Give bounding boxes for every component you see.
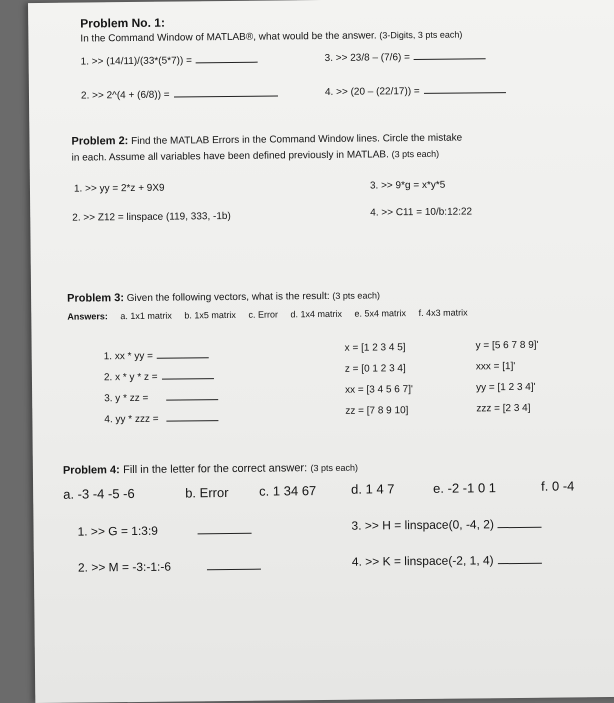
problem-3-description: Problem 3: Given the following vectors, what is the result: (3 pts each) <box>67 290 380 305</box>
vector-x: x = [1 2 3 4 5] <box>344 342 406 354</box>
problem-3-q2: 2. x * y * z = <box>104 367 214 383</box>
problem-1-points: (3-Digits, 3 pts each) <box>379 29 463 41</box>
answer-blank[interactable] <box>166 388 218 401</box>
problem-4-q3: 3. >> H = linspace(0, -4, 2) <box>351 516 542 533</box>
vector-zzz: zzz = [2 3 4] <box>476 402 531 415</box>
option-d: d. 1x4 matrix <box>290 308 343 320</box>
problem-3-q4: 4. yy * zzz = <box>104 409 218 425</box>
problem-4-q4: 4. >> K = linspace(-2, 1, 4) <box>352 552 542 569</box>
problem-3-answer-options <box>67 307 467 321</box>
problem-4-option-b: b. Error <box>185 484 229 501</box>
vector-xx: xx = [3 4 5 6 7]' <box>345 384 413 396</box>
answers-label: Answers: <box>67 311 108 322</box>
option-f: f. 4x3 matrix <box>418 307 468 318</box>
answer-blank[interactable] <box>198 522 252 535</box>
answer-blank[interactable] <box>157 346 209 359</box>
problem-4-option-c: c. 1 34 67 <box>259 483 317 499</box>
vector-zz: zz = [7 8 9 10] <box>345 405 409 417</box>
option-a: a. 1x1 matrix <box>120 310 172 322</box>
problem-4-option-d: d. 1 4 7 <box>351 481 395 497</box>
answer-blank[interactable] <box>174 84 278 97</box>
vector-z: z = [0 1 2 3 4] <box>344 363 406 375</box>
problem-3-q1: 1. xx * yy = <box>104 346 209 362</box>
answer-blank[interactable] <box>498 552 542 564</box>
problem-4-option-a: a. -3 -4 -5 -6 <box>63 485 135 502</box>
answer-blank[interactable] <box>161 367 213 380</box>
option-b: b. 1x5 matrix <box>184 309 236 321</box>
problem-1-title: Problem No. 1: <box>80 15 165 31</box>
answer-blank[interactable] <box>166 409 218 422</box>
vector-yy: yy = [1 2 3 4]' <box>476 381 536 394</box>
problem-1-description: In the Command Window of MATLAB®, what would be the answer. (3-Digits, 3 pts each) <box>80 29 463 45</box>
problem-2-q4: 4. >> C11 = 10/b:12:22 <box>370 206 473 219</box>
problem-1-q1: 1. >> (14/11)/(33*(5*7)) = <box>81 51 258 68</box>
problem-1-q4: 4. >> (20 – (22/17)) = <box>325 81 506 98</box>
answer-blank[interactable] <box>424 81 506 94</box>
problem-2-description-line1: Problem 2: Find the MATLAB Errors in the Command Window lines. Circle the mistake <box>71 132 463 148</box>
problem-1-q3: 3. >> 23/8 – (7/6) = <box>325 47 486 64</box>
problem-2-q1: 1. >> yy = 2*z + 9X9 <box>73 182 165 195</box>
vector-y: y = [5 6 7 8 9]' <box>475 339 539 352</box>
answer-blank[interactable] <box>196 51 258 64</box>
problem-4-title: Problem 4: <box>62 464 120 477</box>
problem-4-q2: 2. >> M = -3:-1:-6 <box>78 558 261 575</box>
problem-4-option-f: f. 0 -4 <box>541 478 575 494</box>
problem-2-points: (3 pts each) <box>391 148 440 160</box>
problem-2-q2: 2. >> Z12 = linspace (119, 333, -1b) <box>72 210 231 224</box>
answer-blank[interactable] <box>498 516 542 528</box>
option-e: e. 5x4 matrix <box>354 308 407 319</box>
problem-2-q3: 3. >> 9*g = x*y*5 <box>369 179 446 192</box>
problem-1-q2: 2. >> 2^(4 + (6/8)) = <box>81 84 278 101</box>
vector-xxx: xxx = [1]' <box>475 360 516 373</box>
problem-3-title: Problem 3: <box>67 292 125 305</box>
answer-blank[interactable] <box>207 558 261 571</box>
answer-blank[interactable] <box>414 47 486 60</box>
worksheet-page <box>28 0 614 703</box>
problem-4-option-e: e. -2 -1 0 1 <box>433 480 497 496</box>
option-c: c. Error <box>248 309 278 320</box>
problem-3-q3: 3. y * zz = <box>104 388 218 404</box>
problem-3-points: (3 pts each) <box>332 290 380 301</box>
problem-4-q1: 1. >> G = 1:3:9 <box>77 522 252 539</box>
problem-4-points: (3 pts each) <box>310 462 359 474</box>
problem-4-description: Problem 4: Fill in the letter for the correct answer: (3 pts each) <box>62 462 359 477</box>
problem-2-title: Problem 2: <box>71 135 129 148</box>
problem-2-description-line2: in each. Assume all variables have been defined previously in MATLAB. (3 pts each) <box>71 148 440 164</box>
